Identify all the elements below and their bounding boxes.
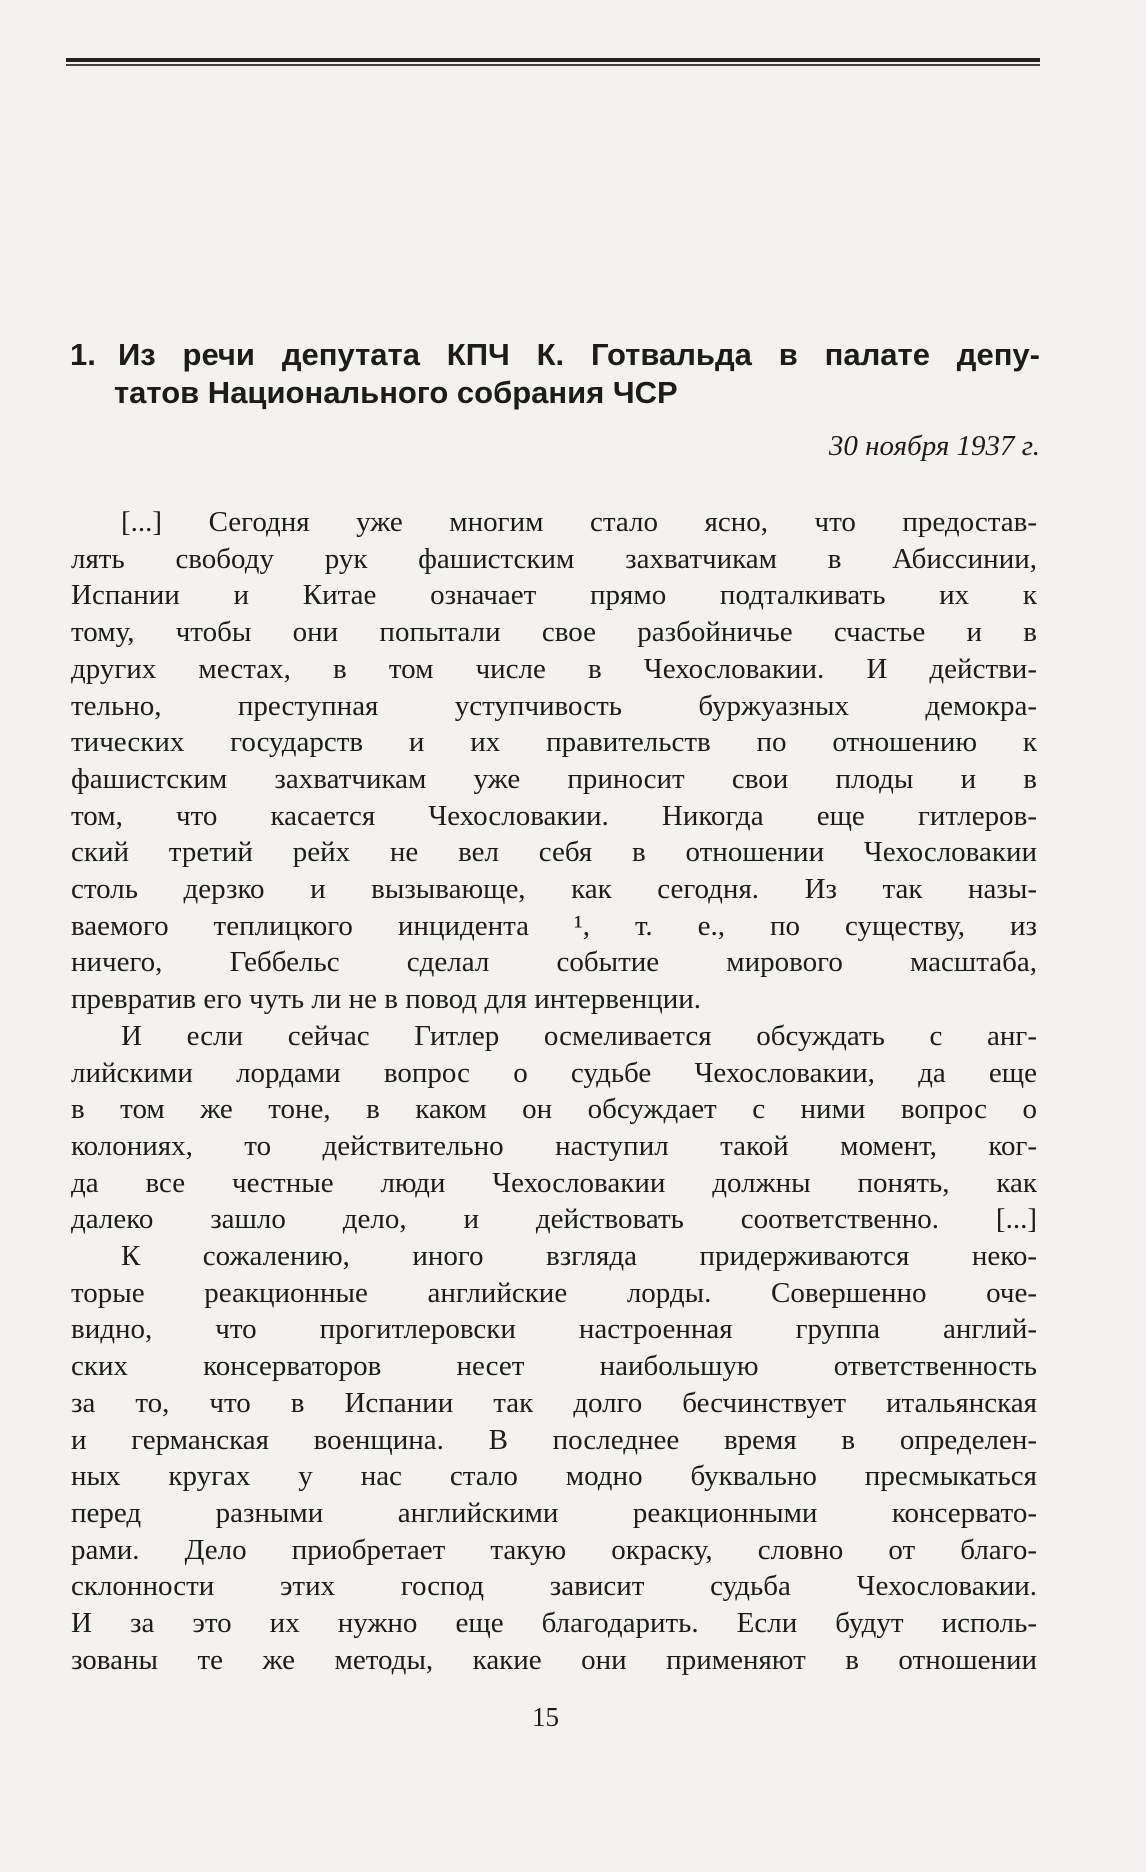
top-rule-thin (66, 64, 1040, 66)
text-line: К сожалению, иного взгляда придерживаются неко- (121, 1240, 1037, 1273)
text-line: за то, что в Испании так долго бесчинствует итальянская (71, 1386, 1037, 1419)
heading-number: 1. (70, 337, 96, 372)
text-line: видно, что прогитлеровски настроенная группа англий- (71, 1313, 1037, 1346)
text-line: ский третий рейх не вел себя в отношении Чехословакии (71, 836, 1037, 869)
text-line: ваемого теплицкого инцидента ¹, т. е., по существу, из (71, 909, 1037, 942)
text-line: колониях, то действительно наступил такой момент, ког- (71, 1129, 1037, 1162)
text-line: тому, чтобы они попытали свое разбойничье счастье и в (71, 616, 1037, 649)
text-line: лийскими лордами вопрос о судьбе Чехословакии, да еще (71, 1056, 1037, 1089)
heading-line-2 (70, 374, 1040, 412)
text-line: ничего, Геббельс сделал событие мирового масштаба, (71, 946, 1037, 979)
text-line: том, что касается Чехословакии. Никогда еще гитлеров- (71, 799, 1037, 832)
text-line: столь дерзко и вызывающе, как сегодня. Из так назы- (71, 873, 1037, 906)
text-line: тельно, преступная уступчивость буржуазных демокра- (71, 689, 1037, 722)
text-line: склонности этих господ зависит судьба Чехословакии. (71, 1570, 1037, 1603)
text-line: в том же тоне, в каком он обсуждает с ними вопрос о (71, 1093, 1037, 1126)
heading-text-1: Из речи депутата КПЧ К. Готвальда в палате депу- (118, 337, 1040, 372)
body-text (71, 504, 1037, 1679)
text-line: рами. Дело приобретает такую окраску, словно от благо- (71, 1533, 1037, 1566)
text-line: далеко зашло дело, и действовать соответственно. [...] (71, 1203, 1037, 1236)
text-line: лять свободу рук фашистским захватчикам в Абиссинии, (71, 542, 1037, 575)
heading-line-1 (70, 336, 1040, 374)
text-line: торые реакционные английские лорды. Совершенно оче- (71, 1276, 1037, 1309)
text-line: фашистским захватчикам уже приносит свои плоды и в (71, 762, 1037, 795)
document-date: 30 ноября 1937 г. (828, 430, 1040, 462)
top-rule (66, 58, 1040, 62)
text-line: зованы те же методы, какие они применяют в отношении (71, 1643, 1037, 1676)
text-line: да все честные люди Чехословакии должны понять, как (71, 1166, 1037, 1199)
text-line: И если сейчас Гитлер осмеливается обсуждать с анг- (121, 1019, 1037, 1052)
section-heading (70, 336, 1040, 412)
page-number: 15 (532, 1702, 559, 1732)
text-line: превратив его чуть ли не в повод для интервенции. (71, 983, 701, 1016)
text-line: перед разными английскими реакционными консервато- (71, 1496, 1037, 1529)
text-line: тических государств и их правительств по отношению к (71, 726, 1037, 759)
text-line: И за это их нужно еще благодарить. Если будут исполь- (71, 1607, 1037, 1640)
heading-text-2: татов Национального собрания ЧСР (114, 375, 678, 410)
text-line: Испании и Китае означает прямо подталкивать их к (71, 579, 1037, 612)
text-line: ных кругах у нас стало модно буквально пресмыкаться (71, 1460, 1037, 1493)
text-line: [...] Сегодня уже многим стало ясно, что предостав- (121, 506, 1037, 538)
text-line: ских консерваторов несет наибольшую ответственность (71, 1350, 1037, 1383)
text-line: и германская военщина. В последнее время в определен- (71, 1423, 1037, 1456)
text-line: других местах, в том числе в Чехословакии. И действи- (71, 652, 1037, 685)
